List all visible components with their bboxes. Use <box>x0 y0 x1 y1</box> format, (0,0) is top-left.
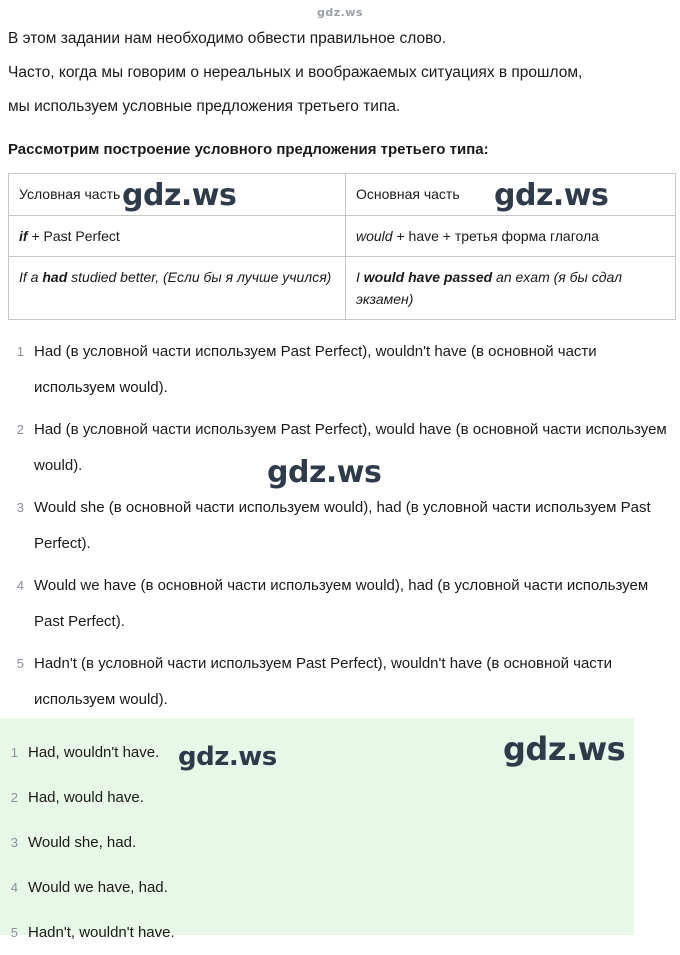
list-item <box>8 334 674 406</box>
table-header-conditional-part: Условная часть <box>9 174 346 216</box>
intro-line-2: Часто, когда мы говорим о нереальных и воображаемых ситуациях в прошлом, <box>8 64 583 81</box>
formula-if-rest: + Past Perfect <box>27 228 120 244</box>
explanation-text: Hadn't (в условной части используем Past Perfect), wouldn't have (в основной части используем would). <box>34 655 613 708</box>
explanation-text: Would she (в основной части используем would), had (в условной части используем Past Perfect). <box>34 499 651 552</box>
table-row <box>9 257 676 320</box>
list-item <box>8 412 674 484</box>
formula-would-rest: + have + третья форма глагола <box>392 228 599 244</box>
answer-number: 5 <box>10 925 18 940</box>
grammar-table <box>8 173 676 320</box>
intro-block <box>6 22 674 123</box>
list-item <box>0 910 634 955</box>
answer-text: Would she, had. <box>28 834 137 851</box>
intro-line-1: В этом задании нам необходимо обвести правильное слово. <box>8 30 447 47</box>
example-main-c: an exam (я бы сдал экзамен) <box>356 269 622 307</box>
table-cell-formula-main <box>346 216 676 257</box>
formula-would: would <box>356 228 393 244</box>
list-item <box>8 646 674 718</box>
explanation-text: Had (в условной части используем Past Perfect), would have (в основной части используем would). <box>34 421 667 474</box>
explanation-text: Had (в условной части используем Past Perfect), wouldn't have (в основной части используем would). <box>34 343 597 396</box>
watermark-overlay: gdz.ws <box>178 742 277 772</box>
answer-number: 3 <box>10 835 18 850</box>
example-cond-c: studied better, (Если бы я лучше учился) <box>67 269 332 285</box>
table-header-main-part: Основная часть <box>346 174 676 216</box>
answer-number: 2 <box>10 790 18 805</box>
explanation-number: 3 <box>16 500 24 515</box>
answer-number: 1 <box>10 745 18 760</box>
list-item <box>8 490 674 562</box>
watermark-overlay: gdz.ws <box>122 178 237 213</box>
watermark-overlay: gdz.ws <box>267 455 382 490</box>
list-item <box>8 568 674 640</box>
explanation-number: 1 <box>16 344 24 359</box>
explanation-text: Would we have (в основной части используем would), had (в условной части используем Past Perfect). <box>34 577 649 630</box>
example-cond-a: If a <box>19 269 43 285</box>
explanation-number: 2 <box>16 422 24 437</box>
table-row <box>9 216 676 257</box>
answer-text: Had, would have. <box>28 789 144 806</box>
example-main-would-have-passed: would have passed <box>363 269 493 285</box>
list-item <box>0 730 634 775</box>
table-cell-example-conditional <box>9 257 346 320</box>
table-cell-example-main <box>346 257 676 320</box>
answer-number: 4 <box>10 880 18 895</box>
watermark-top: gdz.ws <box>316 6 364 19</box>
answer-text: Had, wouldn't have. <box>28 744 160 761</box>
intro-line-3: мы используем условные предложения третьего типа. <box>8 98 401 115</box>
answer-text: Would we have, had. <box>28 879 168 896</box>
table-header-row <box>9 174 676 216</box>
explanation-number: 5 <box>16 656 24 671</box>
list-item <box>0 820 634 865</box>
watermark-overlay: gdz.ws <box>494 178 609 213</box>
example-main-a: I <box>356 269 364 285</box>
explanation-number: 4 <box>16 578 24 593</box>
section-subtitle: Рассмотрим построение условного предложения третьего типа: <box>8 141 489 158</box>
list-item <box>0 775 634 820</box>
list-item <box>0 865 634 910</box>
answer-text: Hadn't, wouldn't have. <box>28 924 175 941</box>
formula-if: if <box>19 228 28 244</box>
explanation-list <box>6 334 674 718</box>
answers-block <box>0 718 634 941</box>
watermark-overlay: gdz.ws <box>503 730 626 768</box>
table-cell-formula-conditional <box>9 216 346 257</box>
example-cond-had: had <box>42 269 68 285</box>
